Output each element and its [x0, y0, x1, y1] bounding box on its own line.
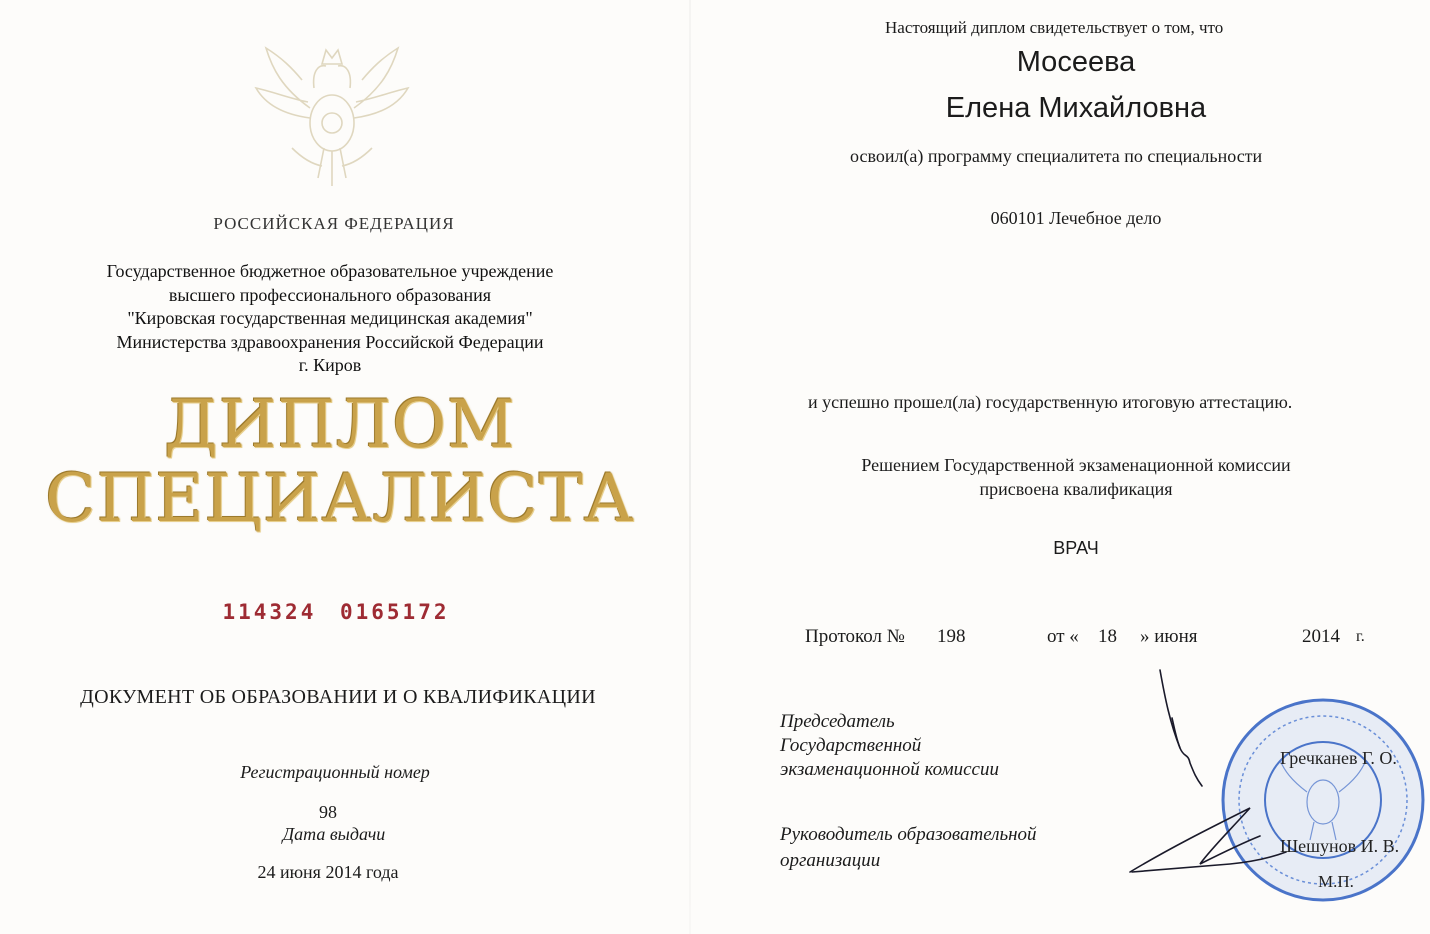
issue-date: 24 июня 2014 года	[257, 862, 399, 882]
protocol-number: 198	[937, 626, 966, 647]
protocol-year-suffix: г.	[1356, 628, 1365, 645]
chair-label-line: Государственной	[780, 735, 922, 756]
document-type: ДОКУМЕНТ ОБ ОБРАЗОВАНИИ И О КВАЛИФИКАЦИИ	[80, 686, 596, 708]
chair-label	[780, 710, 999, 782]
mastered-program-text: освоил(а) программу специалитета по специальности	[850, 146, 1263, 166]
issue-date-label: Дата выдачи	[282, 824, 386, 844]
protocol-label: Протокол №	[805, 626, 905, 647]
serial-number: 114324 0165172	[222, 600, 450, 624]
double-headed-eagle-emblem	[252, 28, 412, 198]
chair-label-line: экзаменационной комиссии	[780, 759, 999, 780]
diploma-title-line1: ДИПЛОМ	[164, 386, 516, 463]
diploma-title-line2: СПЕЦИАЛИСТА	[45, 460, 635, 537]
seal-mark: М.П.	[1318, 872, 1354, 891]
decision-line: Решением Государственной экзаменационной комиссии	[861, 455, 1291, 475]
qualification: ВРАЧ	[1053, 538, 1099, 558]
head-label-line: организации	[780, 850, 881, 871]
institution-line: г. Киров	[298, 355, 362, 375]
registration-label: Регистрационный номер	[240, 762, 430, 782]
chair-name: Гречканев Г. О.	[1280, 748, 1397, 768]
head-name: Шешунов И. В.	[1280, 836, 1400, 856]
graduate-given-names: Елена Михайловна	[945, 92, 1207, 124]
left-page	[0, 0, 690, 934]
institution-name	[0, 260, 660, 378]
institution-line: "Кировская государственная медицинская академия"	[127, 308, 533, 328]
graduate-surname: Мосеева	[1016, 46, 1136, 78]
protocol-day: 18	[1098, 626, 1117, 647]
attestation-text: и успешно прошел(ла) государственную итоговую аттестацию.	[808, 392, 1293, 412]
head-label	[780, 822, 1037, 874]
registration-number: 98	[319, 802, 337, 822]
specialty: 060101 Лечебное дело	[990, 208, 1162, 228]
commission-decision	[690, 453, 1430, 501]
protocol-month: » июня	[1140, 626, 1198, 647]
institution-line: Государственное бюджетное образовательное учреждение	[106, 261, 554, 281]
right-page	[690, 0, 1430, 934]
decision-line: присвоена квалификация	[979, 479, 1173, 499]
institution-line: Министерства здравоохранения Российской Федерации	[116, 331, 544, 352]
protocol-from: от «	[1047, 626, 1079, 647]
certifies-text: Настоящий диплом свидетельствует о том, что	[885, 18, 1224, 37]
institution-line: высшего профессионального образования	[168, 284, 492, 305]
protocol-year: 2014	[1302, 626, 1340, 647]
country-name: РОССИЙСКАЯ ФЕДЕРАЦИЯ	[213, 214, 455, 233]
head-label-line: Руководитель образовательной	[780, 824, 1037, 845]
chair-label-line: Председатель	[780, 711, 895, 732]
